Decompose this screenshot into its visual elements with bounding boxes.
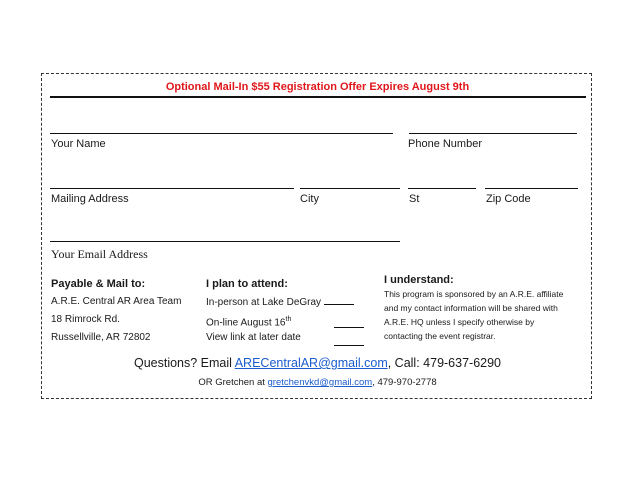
payable-line-2: 18 Rimrock Rd.: [51, 314, 120, 325]
understand-line-2: and my contact information will be shared with: [384, 303, 558, 313]
attend-option-in-person: [206, 295, 354, 309]
questions-prefix: Questions? Email: [133, 356, 235, 370]
title-divider: [50, 96, 586, 98]
state-label: St: [409, 193, 420, 205]
alt-contact-line: [42, 377, 593, 388]
registration-form-card: [41, 73, 592, 399]
attend-option-online: [206, 313, 291, 329]
questions-suffix: , Call: 479-637-6290: [387, 356, 502, 370]
attend-heading: I plan to attend:: [206, 278, 288, 290]
attend-option-online-label: On-line August 16: [206, 317, 286, 329]
understand-line-1: This program is sponsored by an A.R.E. affiliate: [384, 289, 564, 299]
city-label: City: [300, 193, 319, 205]
online-checkbox[interactable]: [334, 318, 364, 328]
questions-line: [42, 356, 593, 370]
form-title: Optional Mail-In $55 Registration Offer Expires August 9th: [165, 81, 470, 93]
questions-email-link[interactable]: ARECentralAR@gmail.com: [234, 356, 388, 370]
alt-contact-prefix: OR Gretchen at: [198, 377, 268, 388]
name-label: Your Name: [51, 138, 106, 150]
understand-line-4: contacting the event registrar.: [384, 331, 496, 341]
attend-option-in-person-label: In-person at Lake DeGray: [206, 297, 322, 308]
understand-heading: I understand:: [384, 274, 454, 286]
payable-line-1: A.R.E. Central AR Area Team: [51, 296, 182, 307]
later-checkbox[interactable]: [334, 336, 364, 346]
payable-heading: Payable & Mail to:: [51, 278, 146, 290]
understand-line-3: A.R.E. HQ unless I specify otherwise by: [384, 317, 535, 327]
email-field[interactable]: [50, 241, 400, 242]
phone-label: Phone Number: [408, 138, 482, 150]
attend-option-later-label: View link at later date: [206, 332, 301, 343]
alt-contact-email-link[interactable]: gretchenvkd@gmail.com: [267, 377, 373, 388]
email-label: Your Email Address: [51, 247, 148, 261]
attend-option-later: [206, 331, 301, 344]
payable-line-3: Russellville, AR 72802: [51, 332, 151, 343]
alt-contact-suffix: , 479-970-2778: [372, 377, 437, 388]
attend-option-online-sup: th: [285, 316, 292, 323]
name-field[interactable]: [50, 133, 393, 134]
in-person-checkbox[interactable]: [324, 295, 354, 305]
address-label: Mailing Address: [51, 193, 129, 205]
state-field[interactable]: [408, 188, 476, 189]
zip-label: Zip Code: [486, 193, 531, 205]
city-field[interactable]: [300, 188, 400, 189]
address-field[interactable]: [50, 188, 294, 189]
zip-field[interactable]: [485, 188, 578, 189]
phone-field[interactable]: [409, 133, 577, 134]
